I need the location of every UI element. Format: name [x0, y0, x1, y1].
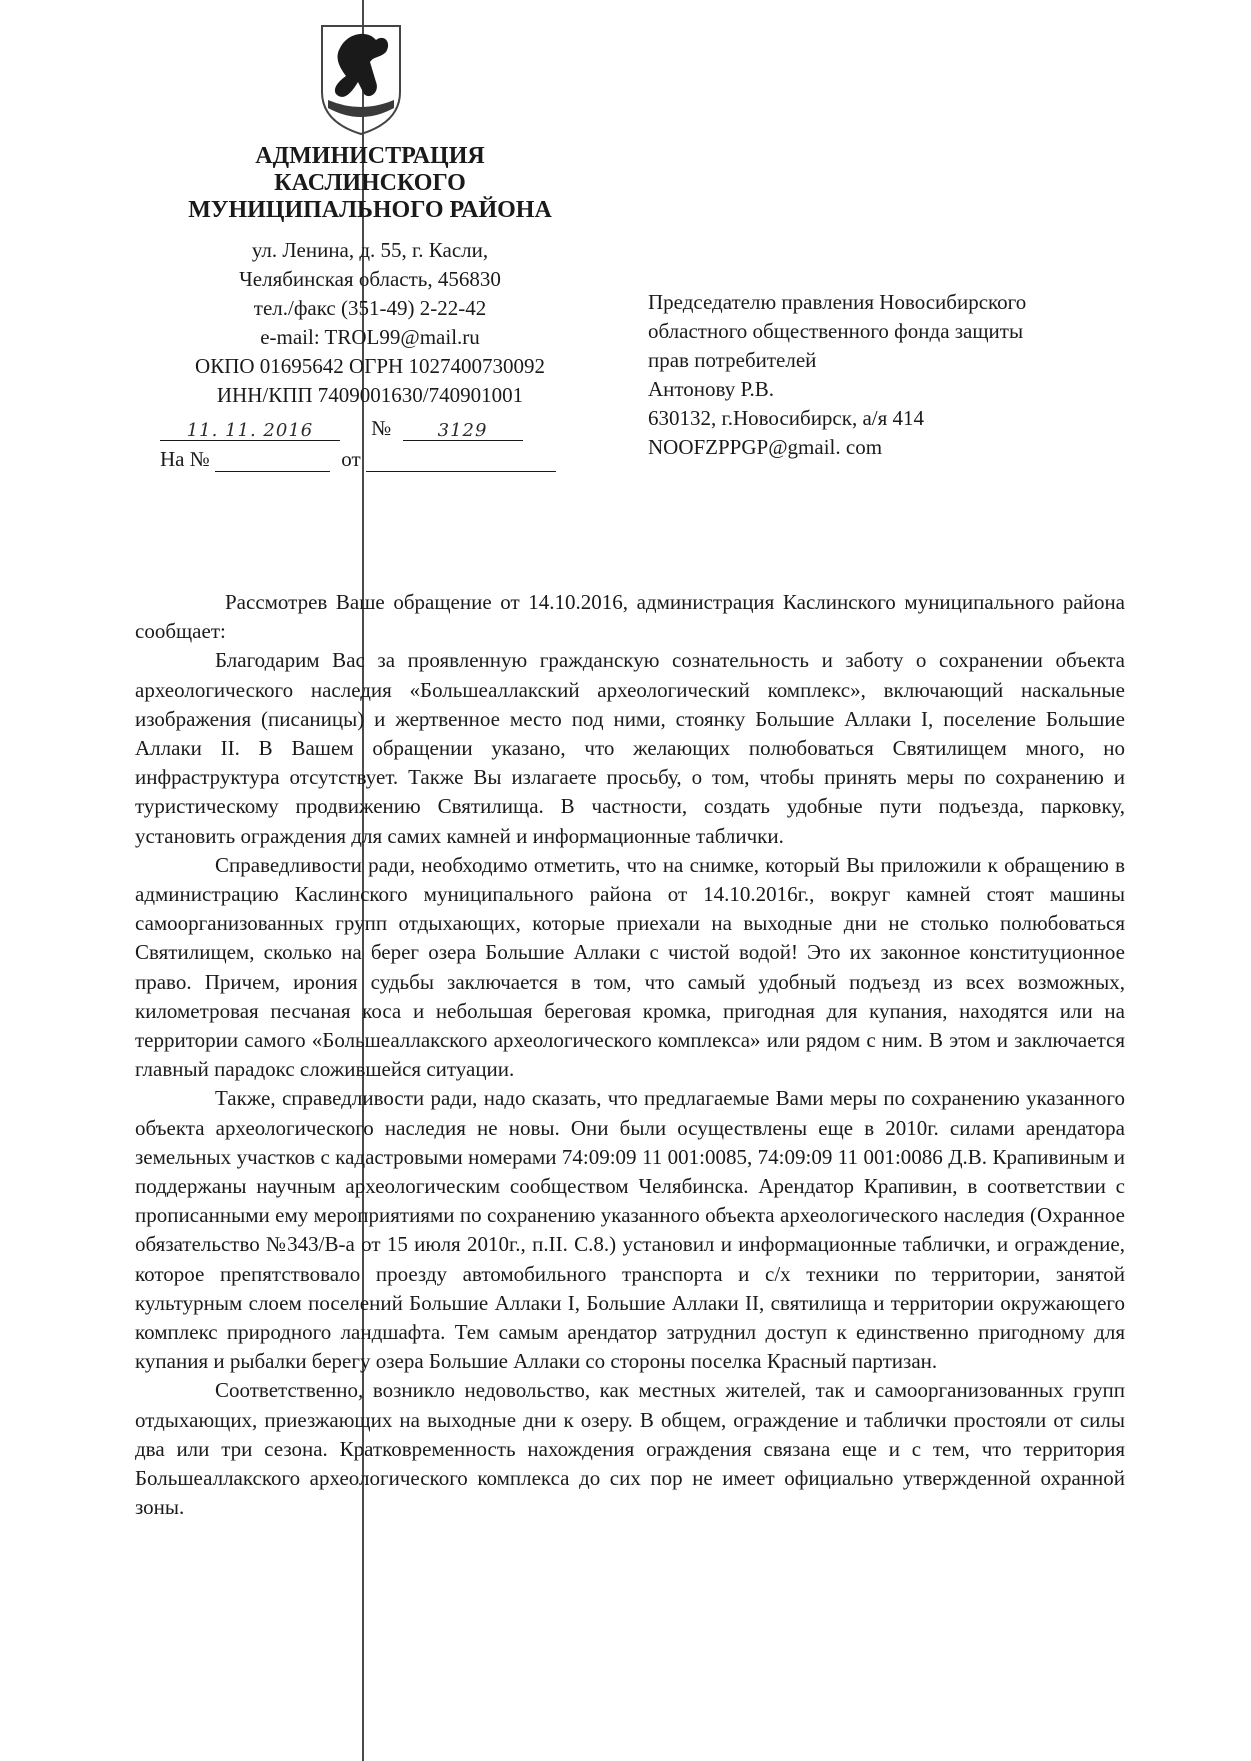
- paragraph-5: Соответственно, возникло недовольство, как местных жителей, так и самоорганизованных групп отдыхающих, приезжающих на выходные дни к озеру. В общем, ограждение и таблички простояли от силы два или три сезона. Кратковременность нахождения ограждения связана еще и с тем, что территория Большеаллакского археологического комплекса до сих пор не имеет официально утвержденной охранной зоны.: [135, 1378, 1125, 1520]
- phone-fax: тел./факс (351-49) 2-22-42: [253, 296, 487, 320]
- recipient-name: Антонову Р.В.: [648, 377, 775, 401]
- org-name-line-3: МУНИЦИПАЛЬНОГО РАЙОНА: [188, 197, 552, 223]
- paragraph-1: Рассмотрев Ваше обращение от 14.10.2016, администрация Каслинского муниципального района сообщает:: [135, 590, 1125, 644]
- ref-from-label: от: [341, 447, 361, 471]
- coat-of-arms-icon: [318, 22, 404, 138]
- number-label: №: [371, 416, 392, 440]
- paragraph-4: Также, справедливости ради, надо сказать, что предлагаемые Вами меры по сохранению указанного объекта археологического наследия не новы. Они были осуществлены еще в 2010г. силами арендатора земельных участков с кадастровыми номерами 74:09:09 11 001:0085, 74:09:09 11 001:0086 Д.В. Крапивиным и поддержаны научным археологическим сообществом Челябинска. Арендатор Крапивин, в соответствии с прописанными ему мероприятиями по сохранению указанного объекта археологического наследия (Охранное обязательство №343/В-а от 15 июля 2010г., п.II. С.8.) установил и информационные таблички, и ограждение, которое препятствовало проезду автомобильного транспорта и с/х техники по территории, занятой культурным слоем поселений Большие Аллаки I, Большие Аллаки II, святилища и территории окружающего комплекс природного ландшафта. Тем самым арендатор затруднил доступ к единственно пригодному для купания и рыбалки берегу озера Большие Аллаки со стороны поселка Красный партизан.: [135, 1086, 1125, 1374]
- handwritten-date: 11. 11. 2016: [160, 420, 340, 441]
- recipient-address: 630132, г.Новосибирск, а/я 414: [648, 406, 925, 430]
- email: e-mail: TROL99@mail.ru: [260, 325, 480, 349]
- okpo-ogrn: ОКПО 01695642 ОГРН 1027400730092: [195, 354, 545, 378]
- inn-kpp: ИНН/КПП 7409001630/740901001: [216, 383, 524, 407]
- letter-body: [135, 588, 1125, 1523]
- outgoing-registration: [160, 416, 523, 444]
- org-name-line-1: АДМИНИСТРАЦИЯ: [255, 143, 485, 169]
- address-line-2: Челябинская область, 456830: [239, 267, 501, 291]
- paragraph-2: Благодарим Вас за проявленную гражданскую сознательность и заботу о сохранении объекта археологического наследия «Большеаллакский археологический комплекс», включающий наскальные изображения (писаницы) и жертвенное место под ними, стоянку Большие Аллаки I, поселение Большие Аллаки II. В Вашем обращении указано, что желающих полюбоваться Святилищем много, но инфраструктура отсутствует. Также Вы излагаете просьбу, о том, чтобы принять меры по сохранению и туристическому продвижению Святилища. В частности, создать удобные пути подъезда, парковку, установить ограждения для самих камней и информационные таблички.: [135, 648, 1125, 848]
- org-name-line-2: КАСЛИНСКОГО: [274, 170, 466, 196]
- reference-registration: [160, 447, 556, 475]
- ref-number-blank: [215, 451, 330, 472]
- recipient-line-2: областного общественного фонда защиты: [648, 319, 1024, 343]
- address-line-1: ул. Ленина, д. 55, г. Касли,: [251, 238, 489, 262]
- recipient-line-3: прав потребителей: [648, 348, 817, 372]
- handwritten-number: 3129: [403, 420, 523, 441]
- recipient-line-1: Председателю правления Новосибирского: [648, 290, 1027, 314]
- ref-date-blank: [366, 451, 556, 472]
- recipient-email: NOOFZPPGP@gmail. com: [648, 435, 883, 459]
- paragraph-3: Справедливости ради, необходимо отметить, что на снимке, который Вы приложили к обращению в администрацию Каслинского муниципального района от 14.10.2016г., вокруг камней стоят машины самоорганизованных групп отдыхающих, которые приехали на выходные дни не столько полюбоваться Святилищем, сколько на берег озера Большие Аллаки с чистой водой! Это их законное конституционное право. Причем, ирония судьбы заключается в том, что самый удобный подъезд из всех возможных, километровая песчаная коса и небольшая береговая кромка, пригодная для купания, находятся или на территории самого «Большеаллакского археологического комплекса» или рядом с ним. В этом и заключается главный парадокс сложившейся ситуации.: [135, 852, 1125, 1082]
- ref-label: На №: [160, 447, 210, 471]
